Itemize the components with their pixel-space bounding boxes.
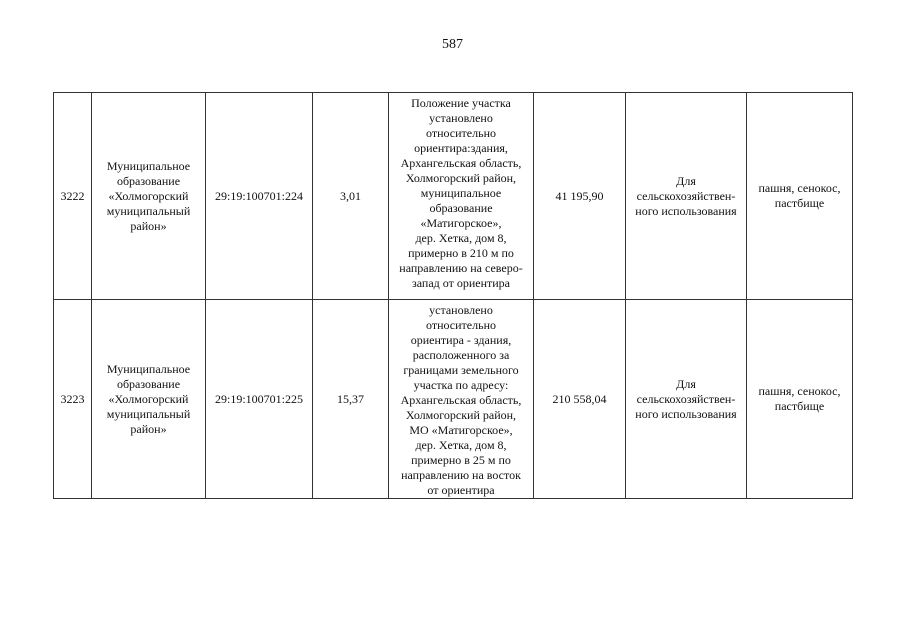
text-line: Положение участка	[411, 96, 511, 110]
text-line: пашня, сенокос,	[758, 181, 841, 195]
text-line: Муниципальное	[106, 361, 191, 376]
text-line: образование	[116, 173, 181, 188]
text-line: район»	[130, 218, 167, 233]
cell-owner	[92, 300, 206, 499]
text-line: «Холмогорский	[108, 391, 189, 406]
text-line: муниципальный	[106, 406, 191, 421]
cell-category	[626, 300, 747, 499]
cell-number: 3223	[54, 300, 92, 499]
text-line: образование	[116, 376, 181, 391]
text-line: ориентира:здания,	[414, 141, 508, 155]
text-line: ного использования	[635, 406, 737, 421]
cell-value: 41 195,90	[534, 93, 626, 300]
text-line: «Матигорское»,	[420, 216, 502, 230]
cell-number: 3222	[54, 93, 92, 300]
text-line: дер. Хетка, дом 8,	[415, 438, 507, 452]
text-line: сельскохозяйствен-	[636, 391, 736, 406]
text-line: район»	[130, 421, 167, 436]
text-line: Для	[676, 376, 696, 391]
text-line: направлению на восток	[401, 468, 521, 482]
text-line: пашня, сенокос,	[758, 384, 841, 398]
text-line: МО «Матигорское»,	[409, 423, 513, 437]
text-line: дер. Хетка, дом 8,	[415, 231, 507, 245]
cell-owner	[92, 93, 206, 300]
cell-cadastral-number: 29:19:100701:225	[206, 300, 313, 499]
text-line: границами земельного	[403, 363, 519, 377]
cell-category	[626, 93, 747, 300]
text-line: Архангельская область,	[400, 393, 522, 407]
text-line: образование	[429, 201, 493, 215]
text-line: направлению на северо-	[399, 261, 523, 275]
cell-value: 210 558,04	[534, 300, 626, 499]
table-row	[54, 300, 853, 499]
text-line: пастбище	[774, 399, 825, 413]
cell-location	[389, 93, 534, 300]
cell-permitted-use	[747, 93, 853, 300]
cell-cadastral-number: 29:19:100701:224	[206, 93, 313, 300]
text-line: Муниципальное	[106, 158, 191, 173]
text-line: установлено	[429, 303, 493, 317]
text-line: ориентира - здания,	[410, 333, 512, 347]
text-line: муниципальное	[420, 186, 502, 200]
text-line: участка по адресу:	[413, 378, 509, 392]
table-row	[54, 93, 853, 300]
text-line: ного использования	[635, 203, 737, 218]
text-line: примерно в 25 м по	[411, 453, 511, 467]
text-line: относительно	[425, 126, 496, 140]
text-line: относительно	[425, 318, 496, 332]
cell-area: 3,01	[313, 93, 389, 300]
land-plots-table	[53, 92, 853, 499]
cell-location	[389, 300, 534, 499]
text-line: запад от ориентира	[411, 276, 510, 290]
text-line: Для	[676, 173, 696, 188]
text-line: примерно в 210 м по	[408, 246, 514, 260]
text-line: сельскохозяйствен-	[636, 188, 736, 203]
text-line: расположенного за	[412, 348, 510, 362]
text-line: пастбище	[774, 196, 825, 210]
text-line: от ориентира	[427, 483, 495, 497]
cell-area: 15,37	[313, 300, 389, 499]
text-line: установлено	[429, 111, 493, 125]
text-line: Холмогорский район,	[405, 408, 517, 422]
text-line: Холмогорский район,	[405, 171, 517, 185]
text-line: Архангельская область,	[400, 156, 522, 170]
cell-permitted-use	[747, 300, 853, 499]
text-line: «Холмогорский	[108, 188, 189, 203]
page-number: 587	[442, 37, 463, 52]
text-line: муниципальный	[106, 203, 191, 218]
